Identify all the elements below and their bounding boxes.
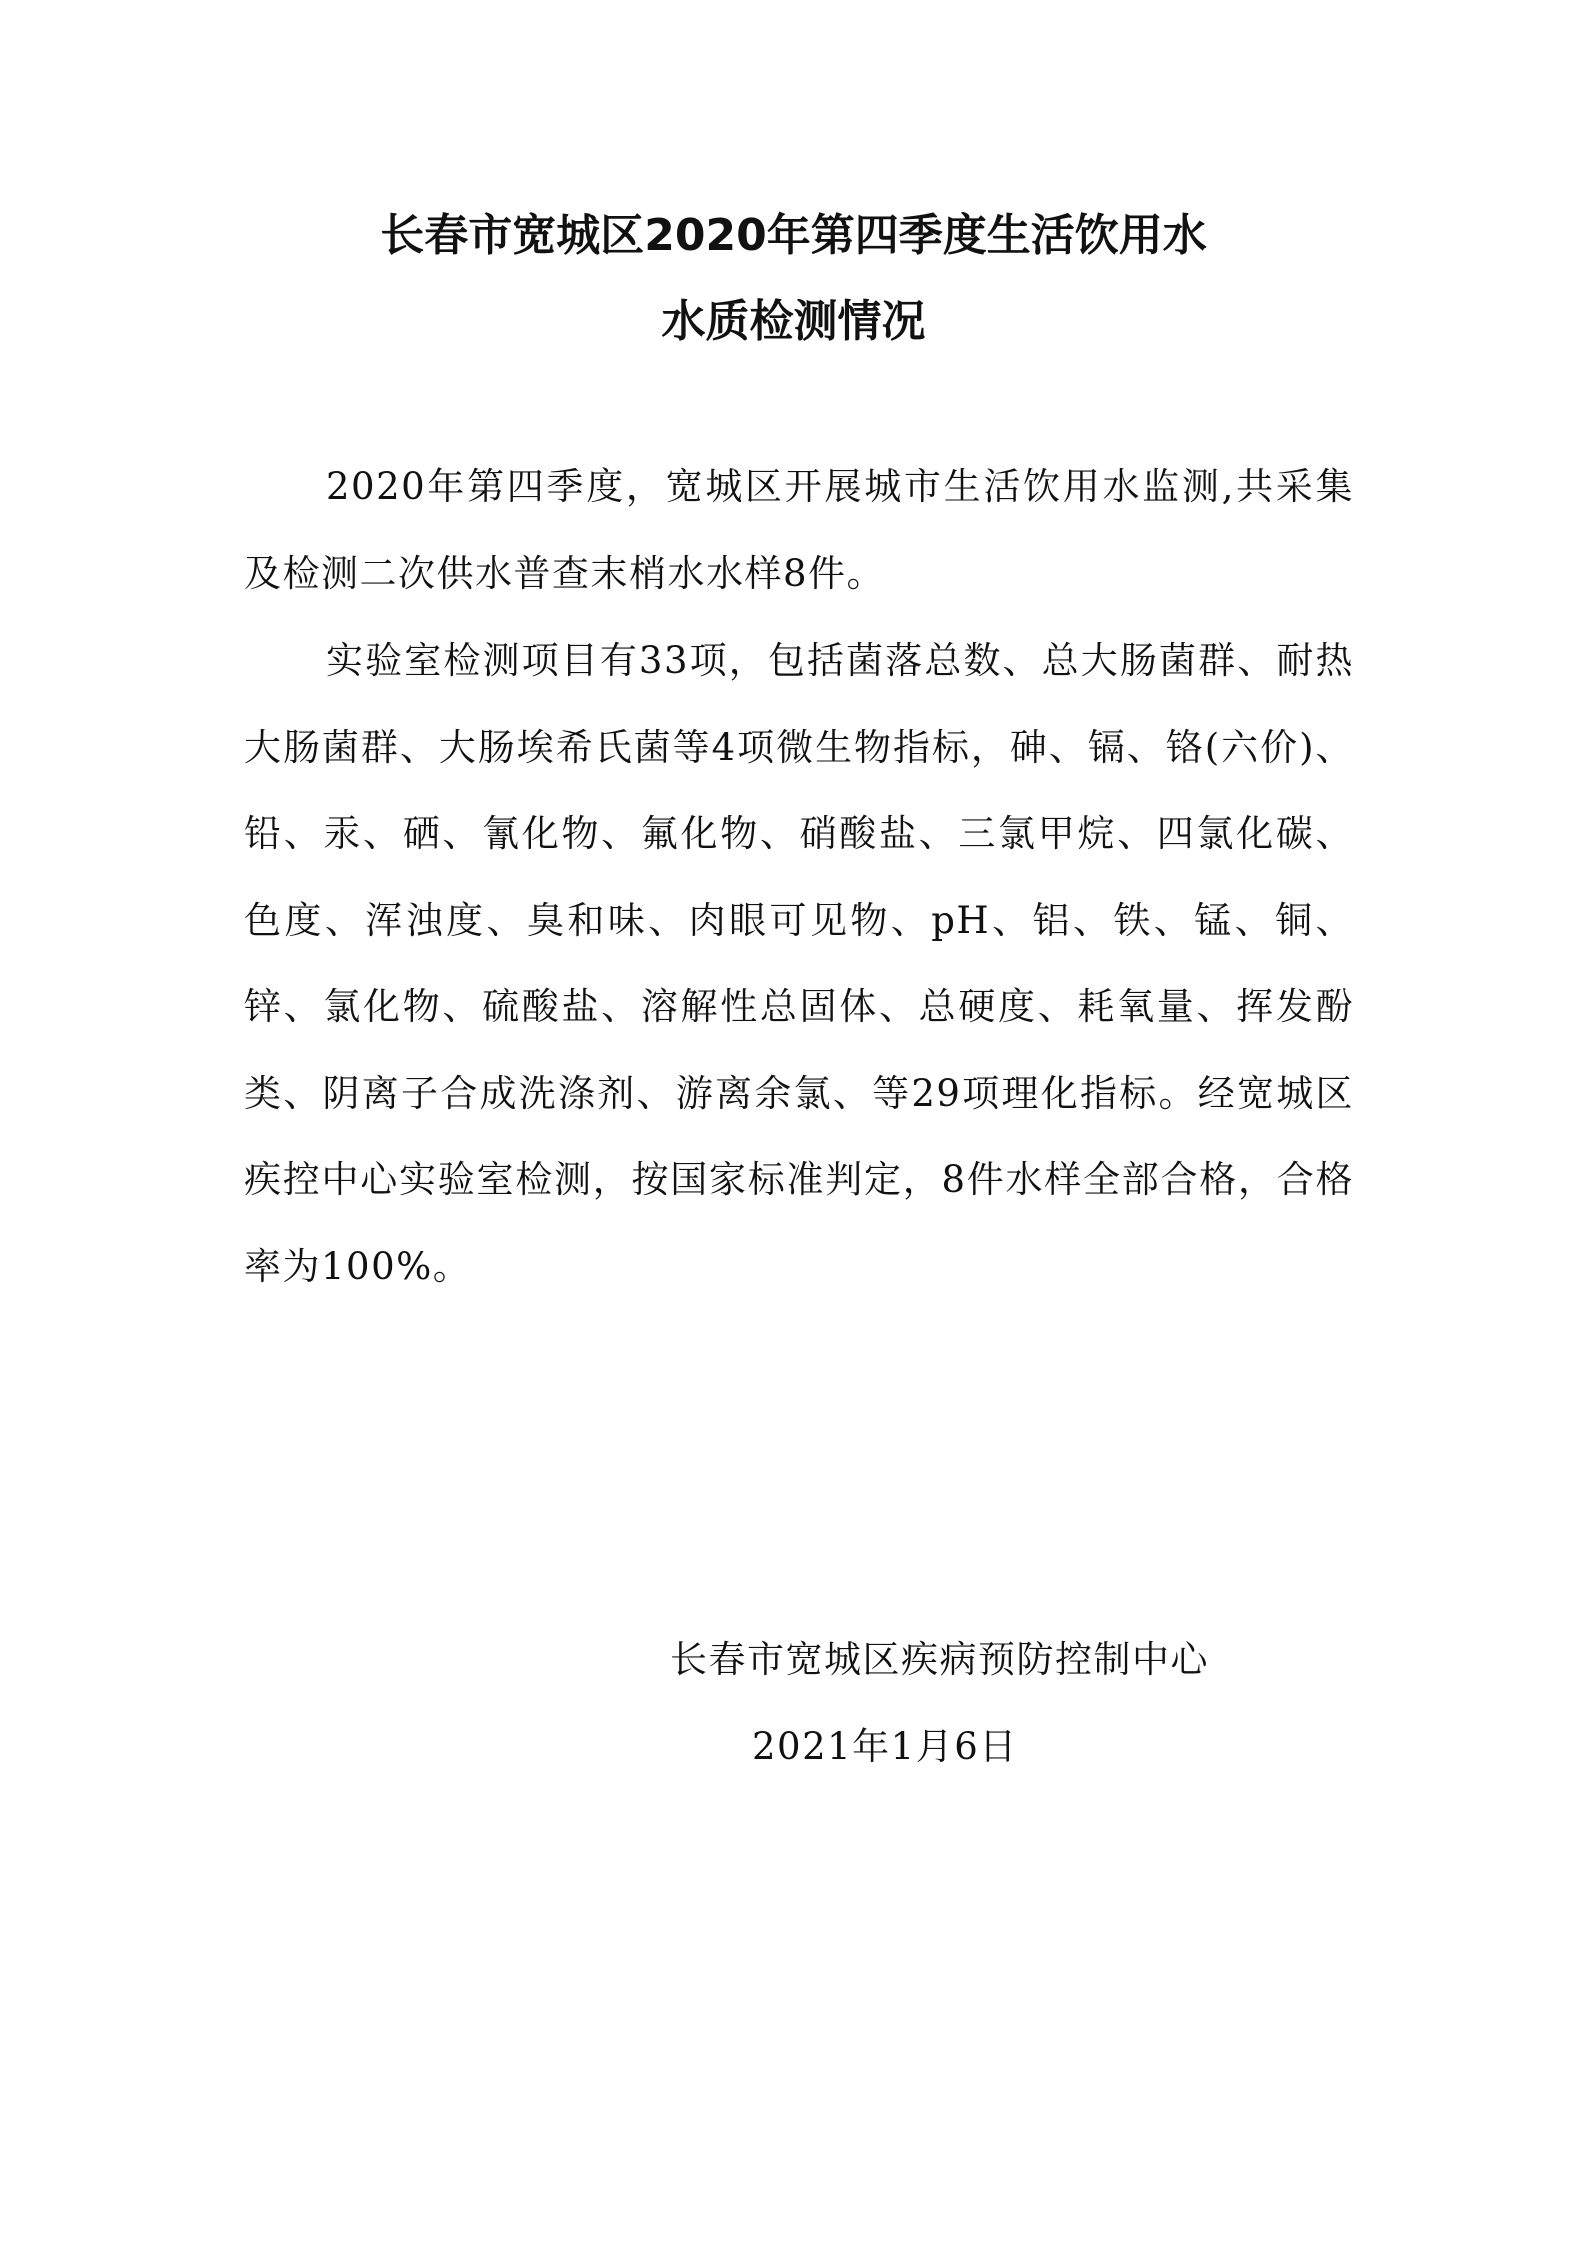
- document-title-line-1: 长春市宽城区2020年第四季度生活饮用水: [380, 210, 1207, 261]
- signature-organization: 长春市宽城区疾病预防控制中心: [670, 1638, 1209, 1681]
- signature-date: 2021年1月6日: [752, 1725, 1018, 1768]
- paragraph-sampling-summary: 2020年第四季度，宽城区开展城市生活饮用水监测,共采集及检测二次供水普查末梢水水样8件。: [244, 465, 1354, 595]
- document-title-line-2: 水质检测情况: [661, 296, 926, 347]
- paragraph-test-results: 实验室检测项目有33项，包括菌落总数、总大肠菌群、耐热大肠菌群、大肠埃希氏菌等4项微生物指标，砷、镉、铬(六价)、铅、汞、硒、氰化物、氟化物、硝酸盐、三氯甲烷、四氯化碳、色度、浑浊度、臭和味、肉眼可见物、pH、铝、铁、锰、铜、锌、氯化物、硫酸盐、溶解性总固体、总硬度、耗氧量、挥发酚类、阴离子合成洗涤剂、游离余氯、等29项理化指标。经宽城区疾控中心实验室检测，按国家标准判定，8件水样全部合格，合格率为100%。: [244, 639, 1354, 1288]
